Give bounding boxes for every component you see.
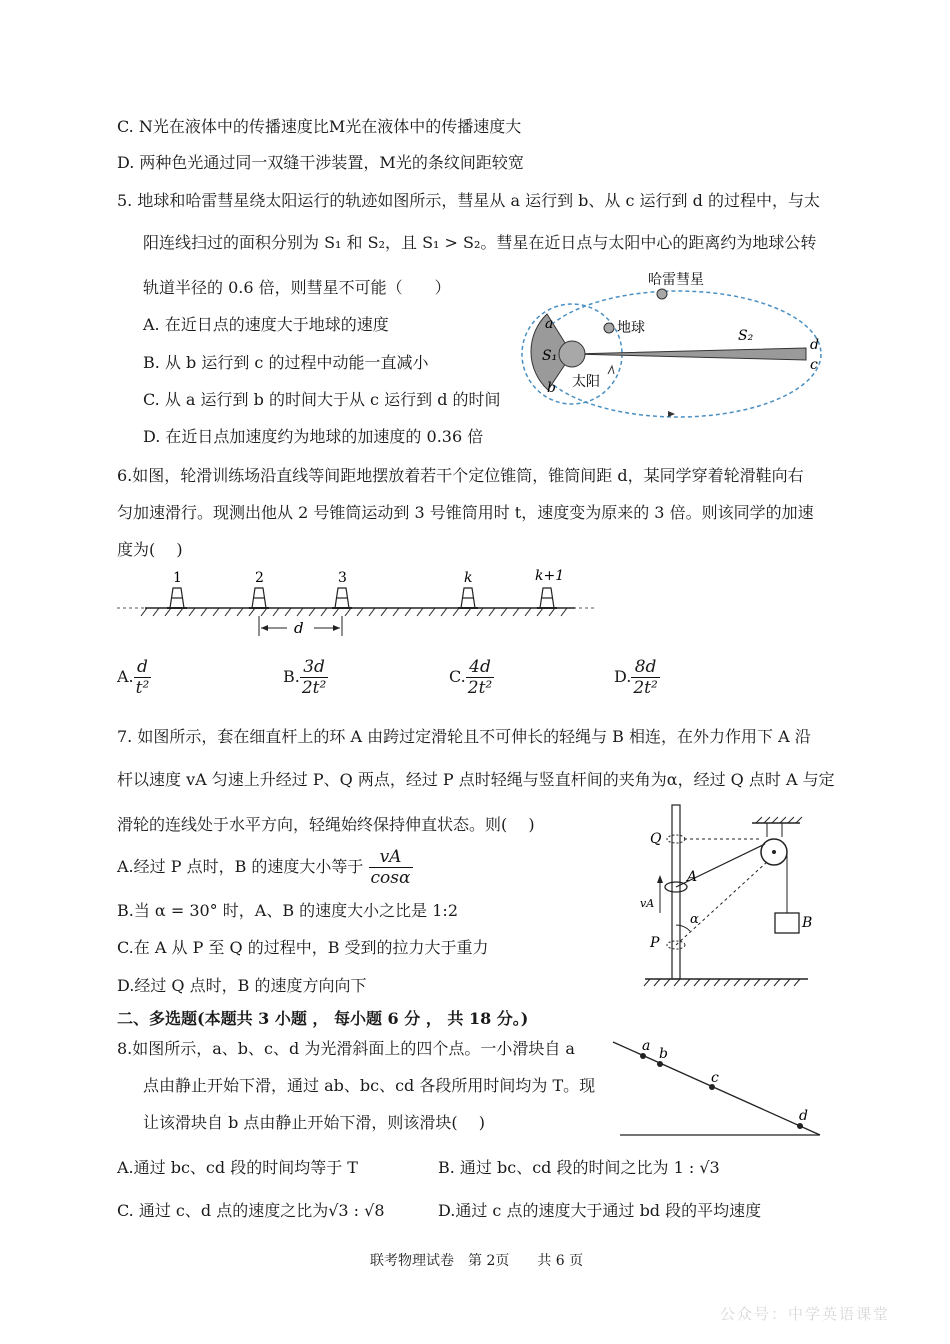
q5-option-b: B. 从 b 运行到 c 的过程中动能一直减小 <box>143 353 429 372</box>
q8-option-c: C. 通过 c、d 点的速度之比为√3 : √8 <box>117 1201 385 1220</box>
q8-option-d: D.通过 c 点的速度大于通过 bd 段的平均速度 <box>438 1201 762 1220</box>
q5-option-d: D. 在近日点加速度约为地球的加速度的 0.36 倍 <box>143 427 484 446</box>
q8-stem-line1: 8.如图所示，a、b、c、d 为光滑斜面上的四个点。一小滑块自 a <box>117 1039 575 1058</box>
cone-3 <box>332 588 352 608</box>
label-c: c <box>711 1070 719 1086</box>
label-d: d <box>810 337 819 353</box>
cone-1 <box>167 588 187 608</box>
block-b <box>775 913 799 933</box>
q5-orbit-figure <box>520 262 840 422</box>
q8-option-a: A.通过 bc、cd 段的时间均等于 T <box>117 1158 358 1177</box>
label-block-b: B <box>802 915 813 931</box>
q6-stem-line2: 匀加速滑行。现测出他从 2 号锥筒运动到 3 号锥筒用时 t，速度变为原来的 3 倍。则该同学的加速 <box>117 503 814 522</box>
q7-option-d: D.经过 Q 点时，B 的速度方向向下 <box>117 976 367 995</box>
label-d: d <box>799 1108 808 1124</box>
label-ring-a: A <box>687 869 698 885</box>
label-comet: 哈雷彗星 <box>648 272 704 288</box>
q7-stem-line1: 7. 如图所示，套在细直杆上的环 A 由跨过定滑轮且不可伸长的轻绳与 B 相连，在外力作用下 A 沿 <box>117 727 811 746</box>
q5-stem-line3: 轨道半径的 0.6 倍，则彗星不可能（ ） <box>143 278 451 297</box>
q6-stem-line1: 6.如图，轮滑训练场沿直线等间距地摆放着若干个定位锥筒，锥筒间距 d，某同学穿着轮滑鞋向右 <box>117 466 804 485</box>
q6-option-a: A. $\frac{d}{\text{t²}}$ <box>117 657 150 698</box>
label-alpha: α <box>690 912 699 927</box>
q7-pulley-figure <box>640 795 825 995</box>
q7-option-a: A.经过 P 点时，B 的速度大小等于 $\frac{vA}{\cos\alpha}$ <box>117 847 411 888</box>
cone-2 <box>249 588 269 608</box>
point-p: P <box>650 935 660 951</box>
label-s2: S₂ <box>738 328 754 344</box>
q5-stem-line2: 阳连线扫过的面积分别为 S₁ 和 S₂，且 S₁ > S₂。彗星在近日点与太阳中心的距离约为地球公转 <box>143 233 817 252</box>
q4-option-c: C. N光在液体中的传播速度比M光在液体中的传播速度大 <box>117 117 522 136</box>
label-c: c <box>810 357 818 373</box>
q5-option-a: A. 在近日点的速度大于地球的速度 <box>143 315 389 334</box>
cone-label-2: 2 <box>255 570 264 586</box>
spacing-label-d: d <box>294 619 304 637</box>
q5-stem-line1: 5. 地球和哈雷彗星绕太阳运行的轨迹如图所示，彗星从 a 运行到 b、从 c 运行到 d 的过程中，与太 <box>117 191 820 210</box>
label-va: vA <box>640 897 655 910</box>
cone-k <box>458 588 478 608</box>
q8-option-b: B. 通过 bc、cd 段的时间之比为 1 : √3 <box>438 1158 720 1177</box>
q6-option-d: D. $\frac{8d}{\text{2t²}}$ <box>614 657 658 698</box>
q8-stem-line2: 点由静止开始下滑，通过 ab、bc、cd 各段所用时间均为 T。现 <box>143 1076 596 1095</box>
label-a: a <box>545 316 554 332</box>
cone-label-3: 3 <box>338 570 347 586</box>
page-footer: 联考物理试卷 第 2页 共 6 页 <box>370 1253 584 1269</box>
q8-stem-line3: 让该滑块自 b 点由静止开始下滑，则该滑块( ) <box>143 1113 485 1132</box>
section-multi-choice-heading: 二、多选题(本题共 3 小题 ， 每小题 6 分 ， 共 18 分。) <box>117 1009 529 1028</box>
q7-stem-line3: 滑轮的连线处于水平方向，轻绳始终保持伸直状态。则( ) <box>117 815 535 834</box>
earth-icon <box>604 323 614 333</box>
label-b: b <box>659 1046 668 1062</box>
comet-icon <box>657 289 667 299</box>
sun-icon <box>559 341 585 367</box>
q8-incline-figure <box>605 1036 830 1140</box>
q6-option-c: C. $\frac{4d}{\text{2t²}}$ <box>449 657 493 698</box>
q6-stem-line3: 度为( ) <box>117 540 183 559</box>
label-earth: 地球 <box>617 320 645 336</box>
cone-k-plus-1 <box>537 588 557 608</box>
label-sun: 太阳 <box>572 374 600 390</box>
watermark: 公众号：中学英语课堂 <box>720 1305 891 1323</box>
q7-stem-line2: 杆以速度 vA 匀速上升经过 P、Q 两点，经过 P 点时轻绳与竖直杆间的夹角为α，经过 Q 点时 A 与定 <box>117 770 835 789</box>
q4-option-d: D. 两种色光通过同一双缝干涉装置，M光的条纹间距较宽 <box>117 153 524 172</box>
label-b: b <box>547 380 556 396</box>
q6-cone-figure <box>115 566 600 646</box>
cone-label-1: 1 <box>173 570 182 586</box>
q7-option-b: B.当 α = 30° 时，A、B 的速度大小之比是 1:2 <box>117 901 458 920</box>
cone-label-k1: k+1 <box>535 568 565 584</box>
q6-option-b: B. $\frac{3d}{\text{2t²}}$ <box>283 657 327 698</box>
cone-label-k: k <box>464 570 473 586</box>
q7-option-c: C.在 A 从 P 至 Q 的过程中，B 受到的拉力大于重力 <box>117 938 489 957</box>
point-q: Q <box>650 831 662 847</box>
label-s1: S₁ <box>542 348 558 364</box>
q5-option-c: C. 从 a 运行到 b 的时间大于从 c 运行到 d 的时间 <box>143 390 501 409</box>
label-a: a <box>642 1038 651 1054</box>
